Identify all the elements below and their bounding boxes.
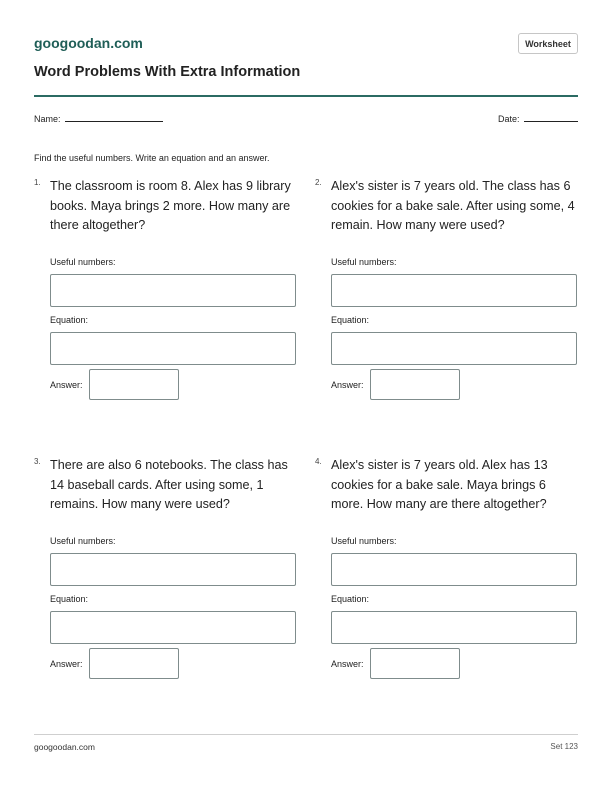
equation-box[interactable]: [331, 332, 577, 365]
equation-label: Equation:: [331, 315, 370, 325]
page-title: Word Problems With Extra Information: [34, 64, 301, 80]
problem-text: Alex's sister is 7 years old. The class has 6 cookies for a bake sale. After using some, 4 remain. How many were used?: [331, 179, 575, 232]
answer-box[interactable]: [89, 648, 179, 679]
instructions: Find the useful numbers. Write an equation and an answer.: [34, 153, 270, 163]
problem-number: 4.: [315, 457, 322, 466]
name-field[interactable]: [34, 114, 163, 124]
useful-numbers-label: Useful numbers:: [331, 536, 397, 546]
answer-row: [50, 369, 298, 400]
equation-box[interactable]: [331, 611, 577, 644]
problem-text: The classroom is room 8. Alex has 9 library books. Maya brings 2 more. How many are there altogether?: [50, 179, 291, 232]
problem-number: 3.: [34, 457, 41, 466]
answer-box[interactable]: [370, 369, 460, 400]
problem-3: [34, 456, 298, 679]
equation-label: Equation:: [50, 594, 89, 604]
useful-numbers-box[interactable]: [50, 274, 296, 307]
brand-logo: googoodan.com: [34, 35, 143, 51]
footer-divider: [34, 734, 578, 735]
useful-numbers-label: Useful numbers:: [50, 536, 116, 546]
useful-numbers-box[interactable]: [331, 274, 577, 307]
equation-label: Equation:: [331, 594, 370, 604]
footer-site: googoodan.com: [34, 742, 95, 752]
problem-2: [315, 177, 579, 400]
answer-box[interactable]: [370, 648, 460, 679]
equation-label: Equation:: [50, 315, 89, 325]
useful-numbers-label: Useful numbers:: [50, 257, 116, 267]
problem-text: Alex's sister is 7 years old. Alex has 13 cookies for a bake sale. Maya brings 6 more. How many are there altogether?: [331, 458, 548, 511]
useful-numbers-box[interactable]: [50, 553, 296, 586]
useful-numbers-box[interactable]: [331, 553, 577, 586]
problem-1: [34, 177, 298, 400]
name-label: Name:: [34, 114, 61, 124]
date-line[interactable]: [524, 121, 578, 122]
header-divider: [34, 95, 578, 97]
answer-label: Answer:: [50, 379, 83, 390]
answer-label: Answer:: [331, 658, 364, 669]
problem-text: There are also 6 notebooks. The class has 14 baseball cards. After using some, 1 remains. How many were used?: [50, 458, 288, 511]
answer-row: [331, 369, 579, 400]
problem-number: 1.: [34, 178, 41, 187]
answer-row: [331, 648, 579, 679]
date-label: Date:: [498, 114, 520, 124]
answer-row: [50, 648, 298, 679]
answer-box[interactable]: [89, 369, 179, 400]
equation-box[interactable]: [50, 332, 296, 365]
equation-box[interactable]: [50, 611, 296, 644]
answer-label: Answer:: [50, 658, 83, 669]
answer-label: Answer:: [331, 379, 364, 390]
footer-set: Set 123: [550, 742, 578, 751]
worksheet-badge: Worksheet: [518, 33, 578, 54]
useful-numbers-label: Useful numbers:: [331, 257, 397, 267]
date-field[interactable]: [498, 114, 578, 124]
problem-4: [315, 456, 579, 679]
problem-number: 2.: [315, 178, 322, 187]
name-line[interactable]: [65, 121, 163, 122]
